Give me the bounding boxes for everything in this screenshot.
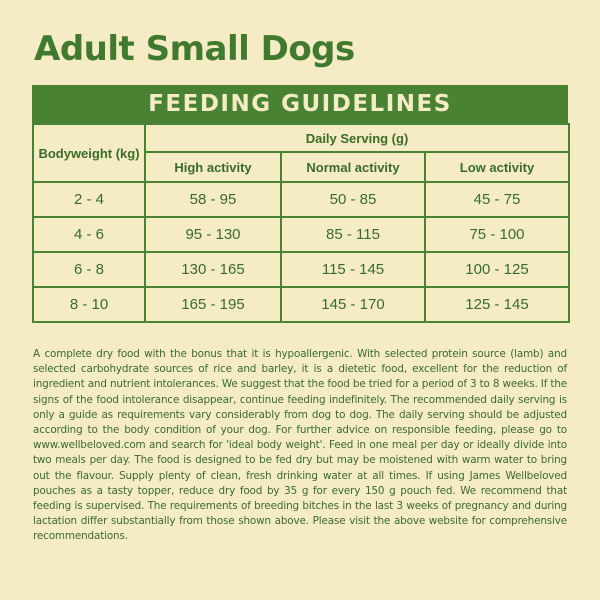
table-row <box>33 252 569 287</box>
normal-activity-header: Normal activity <box>281 152 425 182</box>
low-activity-cell: 75 - 100 <box>425 217 569 252</box>
daily-serving-header: Daily Serving (g) <box>145 124 569 152</box>
high-activity-header: High activity <box>145 152 281 182</box>
table-row <box>33 287 569 322</box>
bodyweight-cell: 4 - 6 <box>33 217 145 252</box>
high-activity-cell: 95 - 130 <box>145 217 281 252</box>
feeding-description: A complete dry food with the bonus that it is hypoallergenic. With selected protein source (lamb) and selected carbohydrate sources of rice and barley, it is a dietetic food, excellent for the reduction of ingredient and nutrient intolerances. We suggest that the food be tried for a period of 3 to 8 weeks. If the signs of the food intolerance disappear, continue feeding indefinitely. The recommended daily serving is only a guide as requirements vary considerably from dog to dog. The daily serving should be adjusted according to the body condition of your dog. For further advice on responsible feeding, please go to www.wellbeloved.com and search for 'ideal body weight'. Feed in one meal per day or ideally divide into two meals per day. The food is designed to be fed dry but may be moistened with warm water to bring out the flavour. Supply plenty of clean, fresh drinking water at all times. If using James Wellbeloved pouches as a tasty topper, reduce dry food by 35 g for every 150 g pouch fed. We recommend that feeding is supervised. The requirements of breeding bitches in the last 3 weeks of pregnancy and during lactation differ substantially from those shown above. Please visit the above website for comprehensive recommendations. <box>33 348 567 543</box>
page-title: Adult Small Dogs <box>34 29 355 69</box>
normal-activity-cell: 145 - 170 <box>281 287 425 322</box>
low-activity-cell: 100 - 125 <box>425 252 569 287</box>
normal-activity-cell: 115 - 145 <box>281 252 425 287</box>
low-activity-header: Low activity <box>425 152 569 182</box>
high-activity-cell: 58 - 95 <box>145 182 281 217</box>
bodyweight-cell: 2 - 4 <box>33 182 145 217</box>
low-activity-cell: 125 - 145 <box>425 287 569 322</box>
table-row <box>33 182 569 217</box>
high-activity-cell: 130 - 165 <box>145 252 281 287</box>
bodyweight-header: Bodyweight (kg) <box>33 124 145 182</box>
bodyweight-cell: 8 - 10 <box>33 287 145 322</box>
feeding-guidelines-table-container <box>32 85 568 323</box>
bodyweight-cell: 6 - 8 <box>33 252 145 287</box>
normal-activity-cell: 50 - 85 <box>281 182 425 217</box>
high-activity-cell: 165 - 195 <box>145 287 281 322</box>
feeding-guidelines-banner: FEEDING GUIDELINES <box>32 85 568 123</box>
normal-activity-cell: 85 - 115 <box>281 217 425 252</box>
feeding-guidelines-table <box>32 123 570 323</box>
low-activity-cell: 45 - 75 <box>425 182 569 217</box>
table-row <box>33 217 569 252</box>
table-header-row <box>33 124 569 152</box>
